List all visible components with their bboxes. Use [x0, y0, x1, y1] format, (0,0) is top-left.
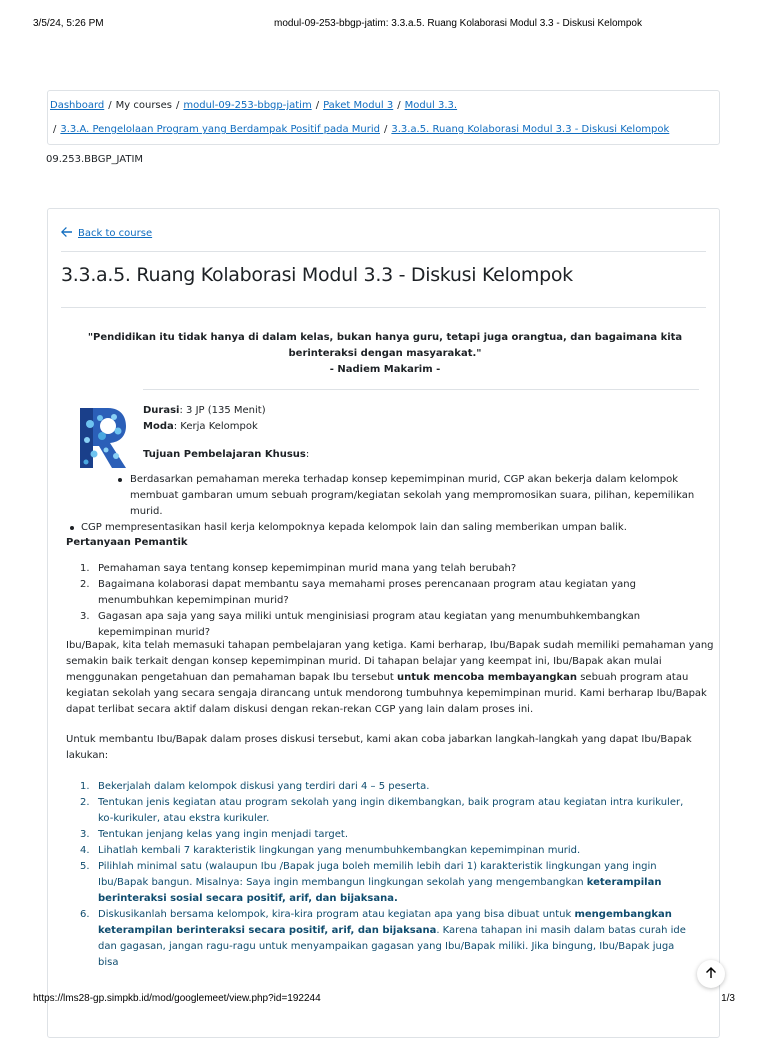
list-item: CGP mempresentasikan hasil kerja kelompoknya kepada kelompok lain dan saling memberikan umpan balik. — [68, 520, 708, 536]
list-item: 3. Tentukan jenjang kelas yang ingin menjadi target. — [80, 829, 349, 840]
durasi-value: : 3 JP (135 Menit) — [179, 405, 266, 416]
breadcrumb-modul[interactable]: Modul 3.3. — [404, 100, 458, 111]
page-title: 3.3.a.5. Ruang Kolaborasi Modul 3.3 - Diskusi Kelompok — [61, 264, 573, 286]
print-header — [33, 18, 735, 32]
scroll-to-top-button[interactable] — [697, 960, 725, 988]
divider — [61, 307, 706, 308]
breadcrumb: Dashboard / My courses / modul-09-253-bbgp-jatim / Paket Modul 3 / Modul 3.3. / 3.3.A. Pengelolaan Program yang Berdampak Positif pada Murid / 3.3.a.5. Ruang Kolaborasi Modul 3.3 - Diskusi Kelompok — [47, 90, 720, 145]
list-item: 2. Bagaimana kolaborasi dapat membantu saya memahami proses perencanaan program atau kegiatan yang menumbuhkan kepemimpinan murid? — [80, 579, 636, 606]
steps-list — [80, 779, 693, 971]
back-to-course-link[interactable] — [61, 226, 152, 240]
print-doc-title: modul-09-253-bbgp-jatim: 3.3.a.5. Ruang Kolaborasi Modul 3.3 - Diskusi Kelompok — [274, 18, 642, 29]
quote-text: "Pendidikan itu tidak hanya di dalam kelas, bukan hanya guru, tetapi juga orangtua, dan bagaimana kita berinteraksi dengan masyarakat." — [87, 332, 683, 359]
arrow-left-icon — [61, 226, 72, 240]
durasi-label: Durasi — [143, 405, 180, 416]
breadcrumb-paket[interactable]: Paket Modul 3 — [323, 100, 394, 111]
back-to-course-label[interactable]: Back to course — [78, 227, 153, 239]
list-item: 1. Pemahaman saya tentang konsep kepemimpinan murid mana yang telah berubah? — [80, 563, 517, 574]
tujuan-label: Tujuan Pembelajaran Khusus — [143, 449, 306, 460]
breadcrumb-course[interactable]: modul-09-253-bbgp-jatim — [183, 100, 312, 111]
activity-info: Durasi: 3 JP (135 Menit) Moda: Kerja Kelompok Tujuan Pembelajaran Khusus: — [143, 405, 310, 460]
r-logo — [78, 406, 130, 470]
list-item: 1. Bekerjalah dalam kelompok diskusi yang terdiri dari 4 – 5 peserta. — [80, 781, 430, 792]
breadcrumb-my-courses: My courses — [115, 100, 173, 111]
steps-intro: Untuk membantu Ibu/Bapak dalam proses diskusi tersebut, kami akan coba jabarkan langkah-langkah yang dapat Ibu/Bapak lakukan: — [66, 734, 692, 761]
list-item: 2. Tentukan jenis kegiatan atau program sekolah yang ingin dikembangkan, baik program atau kegiatan intra kurikuler, ko-kurikuler, atau ekstra kurikuler. — [80, 797, 684, 824]
list-item: Berdasarkan pemahaman mereka terhadap konsep kepemimpinan murid, CGP akan bekerja dalam kelompok membuat gambaran umum sebuah program/kegiatan sekolah yang mempromosikan suara, pilihan, kepemilikan murid. — [68, 472, 708, 520]
divider — [61, 251, 706, 252]
course-code: 09.253.BBGP_JATIM — [46, 154, 144, 165]
list-item: 6. Diskusikanlah bersama kelompok, kira-kira program atau kegiatan apa yang bisa dibuat untuk mengembangkan keterampilan berinteraksi secara positif, arif, dan bijaksana. Karena tahapan ini masih dalam batas curah ide dan gagasan, jangan ragu-ragu untuk menyampaikan gagasan yang Ibu/Bapak miliki. Jika bingung, Ibu/Bapak juga bisa — [80, 909, 686, 968]
print-url: https://lms28-gp.simpkb.id/mod/googlemeet/view.php?id=192244 — [33, 993, 321, 1004]
breadcrumb-activity[interactable]: 3.3.a.5. Ruang Kolaborasi Modul 3.3 - Diskusi Kelompok — [391, 124, 670, 135]
list-item: 4. Lihatlah kembali 7 karakteristik lingkungan yang menumbuhkembangkan kepemimpinan murid. — [80, 845, 581, 856]
print-datetime: 3/5/24, 5:26 PM — [33, 18, 104, 29]
pemantik-list — [80, 561, 713, 641]
moda-label: Moda — [143, 421, 174, 432]
print-page-number: 1/3 — [721, 993, 735, 1004]
print-footer — [33, 993, 735, 1007]
moda-value: : Kerja Kelompok — [173, 421, 258, 432]
arrow-up-icon — [706, 967, 716, 982]
divider — [143, 389, 699, 390]
pemantik-heading: Pertanyaan Pemantik — [66, 537, 188, 548]
main-content — [47, 208, 720, 1038]
list-item: 5. Pilihlah minimal satu (walaupun Ibu /Bapak juga boleh memilih lebih dari 1) karakteristik lingkungan yang ingin Ibu/Bapak bangun. Misalnya: Saya ingin membangun lingkungan sekolah yang mengembangkan keterampilan berinteraksi sosial secara positif, arif, dan bijaksana. — [80, 861, 662, 904]
intro-paragraph: Ibu/Bapak, kita telah memasuki tahapan pembelajaran yang ketiga. Kami berharap, Ibu/Bapak sudah memiliki pemahaman yang semakin baik terkait dengan konsep kepemimpinan murid. Di tahapan belajar yang keempat ini, Ibu/Bapak akan mulai menggunakan pengetahuan dan pemahaman bapak Ibu tersebut untuk mencoba membayangkan sebuah program atau kegiatan sekolah yang secara sengaja dirancang untuk mendorong tumbuhnya kepemimpinan murid. Kami berharap Ibu/Bapak dapat terlibat secara aktif dalam diskusi dengan rekan-rekan CGP yang lain dalam proses ini. — [66, 640, 714, 715]
tujuan-list — [68, 472, 708, 536]
quote-author: - Nadiem Makarim - — [329, 364, 441, 375]
breadcrumb-section[interactable]: 3.3.A. Pengelolaan Program yang Berdampak Positif pada Murid — [60, 124, 380, 135]
list-item: 3. Gagasan apa saja yang saya miliki untuk menginisiasi program atau kegiatan yang menumbuhkembangkan kepemimpinan murid? — [80, 611, 641, 638]
quote-block — [70, 330, 700, 378]
breadcrumb-dashboard[interactable]: Dashboard — [50, 100, 105, 111]
